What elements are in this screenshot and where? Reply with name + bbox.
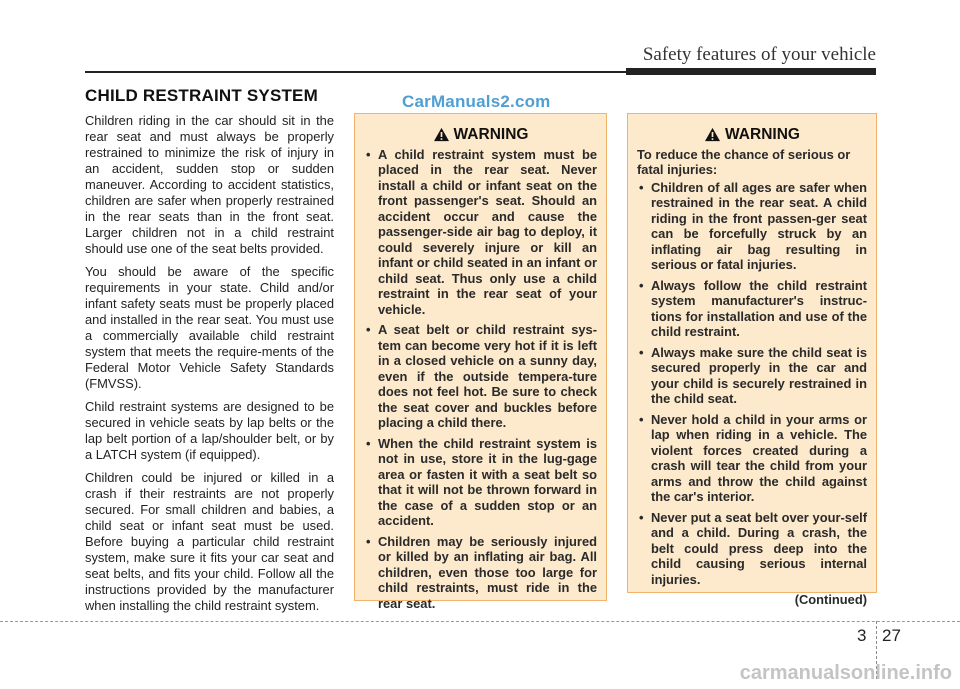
footer-watermark: carmanualsonline.info xyxy=(739,662,952,684)
warning-title: WARNING xyxy=(453,126,529,143)
warning-box-left xyxy=(354,113,607,611)
body-paragraph: Child restraint systems are designed to be secured in vehicle seats by lap belts or the lap belt portion of a lap/shoulder belt, or by a LATCH system (if equipped). xyxy=(85,399,334,462)
footer-rule xyxy=(0,621,960,622)
warning-item: • Never hold a child in your arms or lap when riding in a vehicle. The violent forces created during a crash will tear the child from your arms and throw the child against the car's interior. xyxy=(637,412,867,505)
warning-box-right xyxy=(627,113,877,607)
warning-item: • Always make sure the child seat is secured properly in the car and your child is securely restrained in the child seat. xyxy=(637,345,867,407)
chapter-number: 3 xyxy=(857,626,867,645)
warning-header xyxy=(364,127,597,143)
warning-item: • Never put a seat belt over your-self and a child. During a crash, the belt could press deep into the child causing serious internal injuries. xyxy=(637,510,867,588)
warning-list xyxy=(364,147,597,612)
section-title: CHILD RESTRAINT SYSTEM xyxy=(85,86,318,105)
warning-item: • A child restraint system must be placed in the rear seat. Never install a child or infant seat on the front passenger's seat. Should an accident occur and cause the passenger-side air bag to deploy, it could severely injure or kill an infant or child seated in an infant or child seat. Thus only use a child restraint in the rear seat of your vehicle. xyxy=(364,147,597,318)
warning-intro: To reduce the chance of serious or fatal injuries: xyxy=(637,146,851,177)
body-text-column xyxy=(85,113,334,621)
warning-item: • A seat belt or child restraint sys-tem can become very hot if it is left in a closed vehicle on a sunny day, even if the outside tempera-ture does not feel hot. Be sure to check the seat cover and buckles before placing a child there. xyxy=(364,322,597,431)
body-paragraph: Children riding in the car should sit in the rear seat and must always be properly restrained to minimize the risk of injury in an accident, sudden stop or sudden maneuver. According to accident statistics, children are safer when properly restrained in the rear seats than in the front seat. Larger children not in a child restraint should use one of the seat belts provided. xyxy=(85,113,334,256)
warning-item: • Always follow the child restraint system manufacturer's instruc-tions for installation and use of the child restraint. xyxy=(637,278,867,340)
body-paragraph: Children could be injured or killed in a crash if their restraints are not properly secured. For small children and babies, a child seat or infant seat must be used. Before buying a particular child restraint system, make sure it fits your car seat and seat belts, and fits your child. Follow all the instructions provided by the manufacturer when installing the child restraint system. xyxy=(85,470,334,613)
header-rule xyxy=(85,71,875,73)
warning-triangle-icon xyxy=(433,127,450,142)
warning-header xyxy=(637,127,867,143)
watermark-text: CarManuals2.com xyxy=(402,92,551,111)
continued-label: (Continued) xyxy=(794,592,867,607)
warning-list xyxy=(637,180,867,588)
warning-item: • When the child restraint system is not in use, store it in the lug-gage area or fasten it with a seat belt so that it will not be thrown forward in the case of a sudden stop or an accident. xyxy=(364,436,597,529)
warning-title: WARNING xyxy=(725,126,800,143)
warning-item: • Children may be seriously injured or killed by an inflating air bag. All children, even those too large for child restraints, must ride in the rear seat. xyxy=(364,534,597,612)
chapter-header-title: Safety features of your vehicle xyxy=(642,44,876,65)
warning-triangle-icon xyxy=(704,127,721,142)
warning-item: • Children of all ages are safer when restrained in the rear seat. A child riding in the front passen-ger seat can be forcefully struck by an inflating air bag resulting in serious or fatal injuries. xyxy=(637,180,867,273)
page-number: 27 xyxy=(882,626,901,645)
body-paragraph: You should be aware of the specific requirements in your state. Child and/or infant safety seats must be properly placed and installed in the rear seat. You must use a commercially available child restraint system that meets the require-ments of the Federal Motor Vehicle Safety Standards (FMVSS). xyxy=(85,264,334,391)
